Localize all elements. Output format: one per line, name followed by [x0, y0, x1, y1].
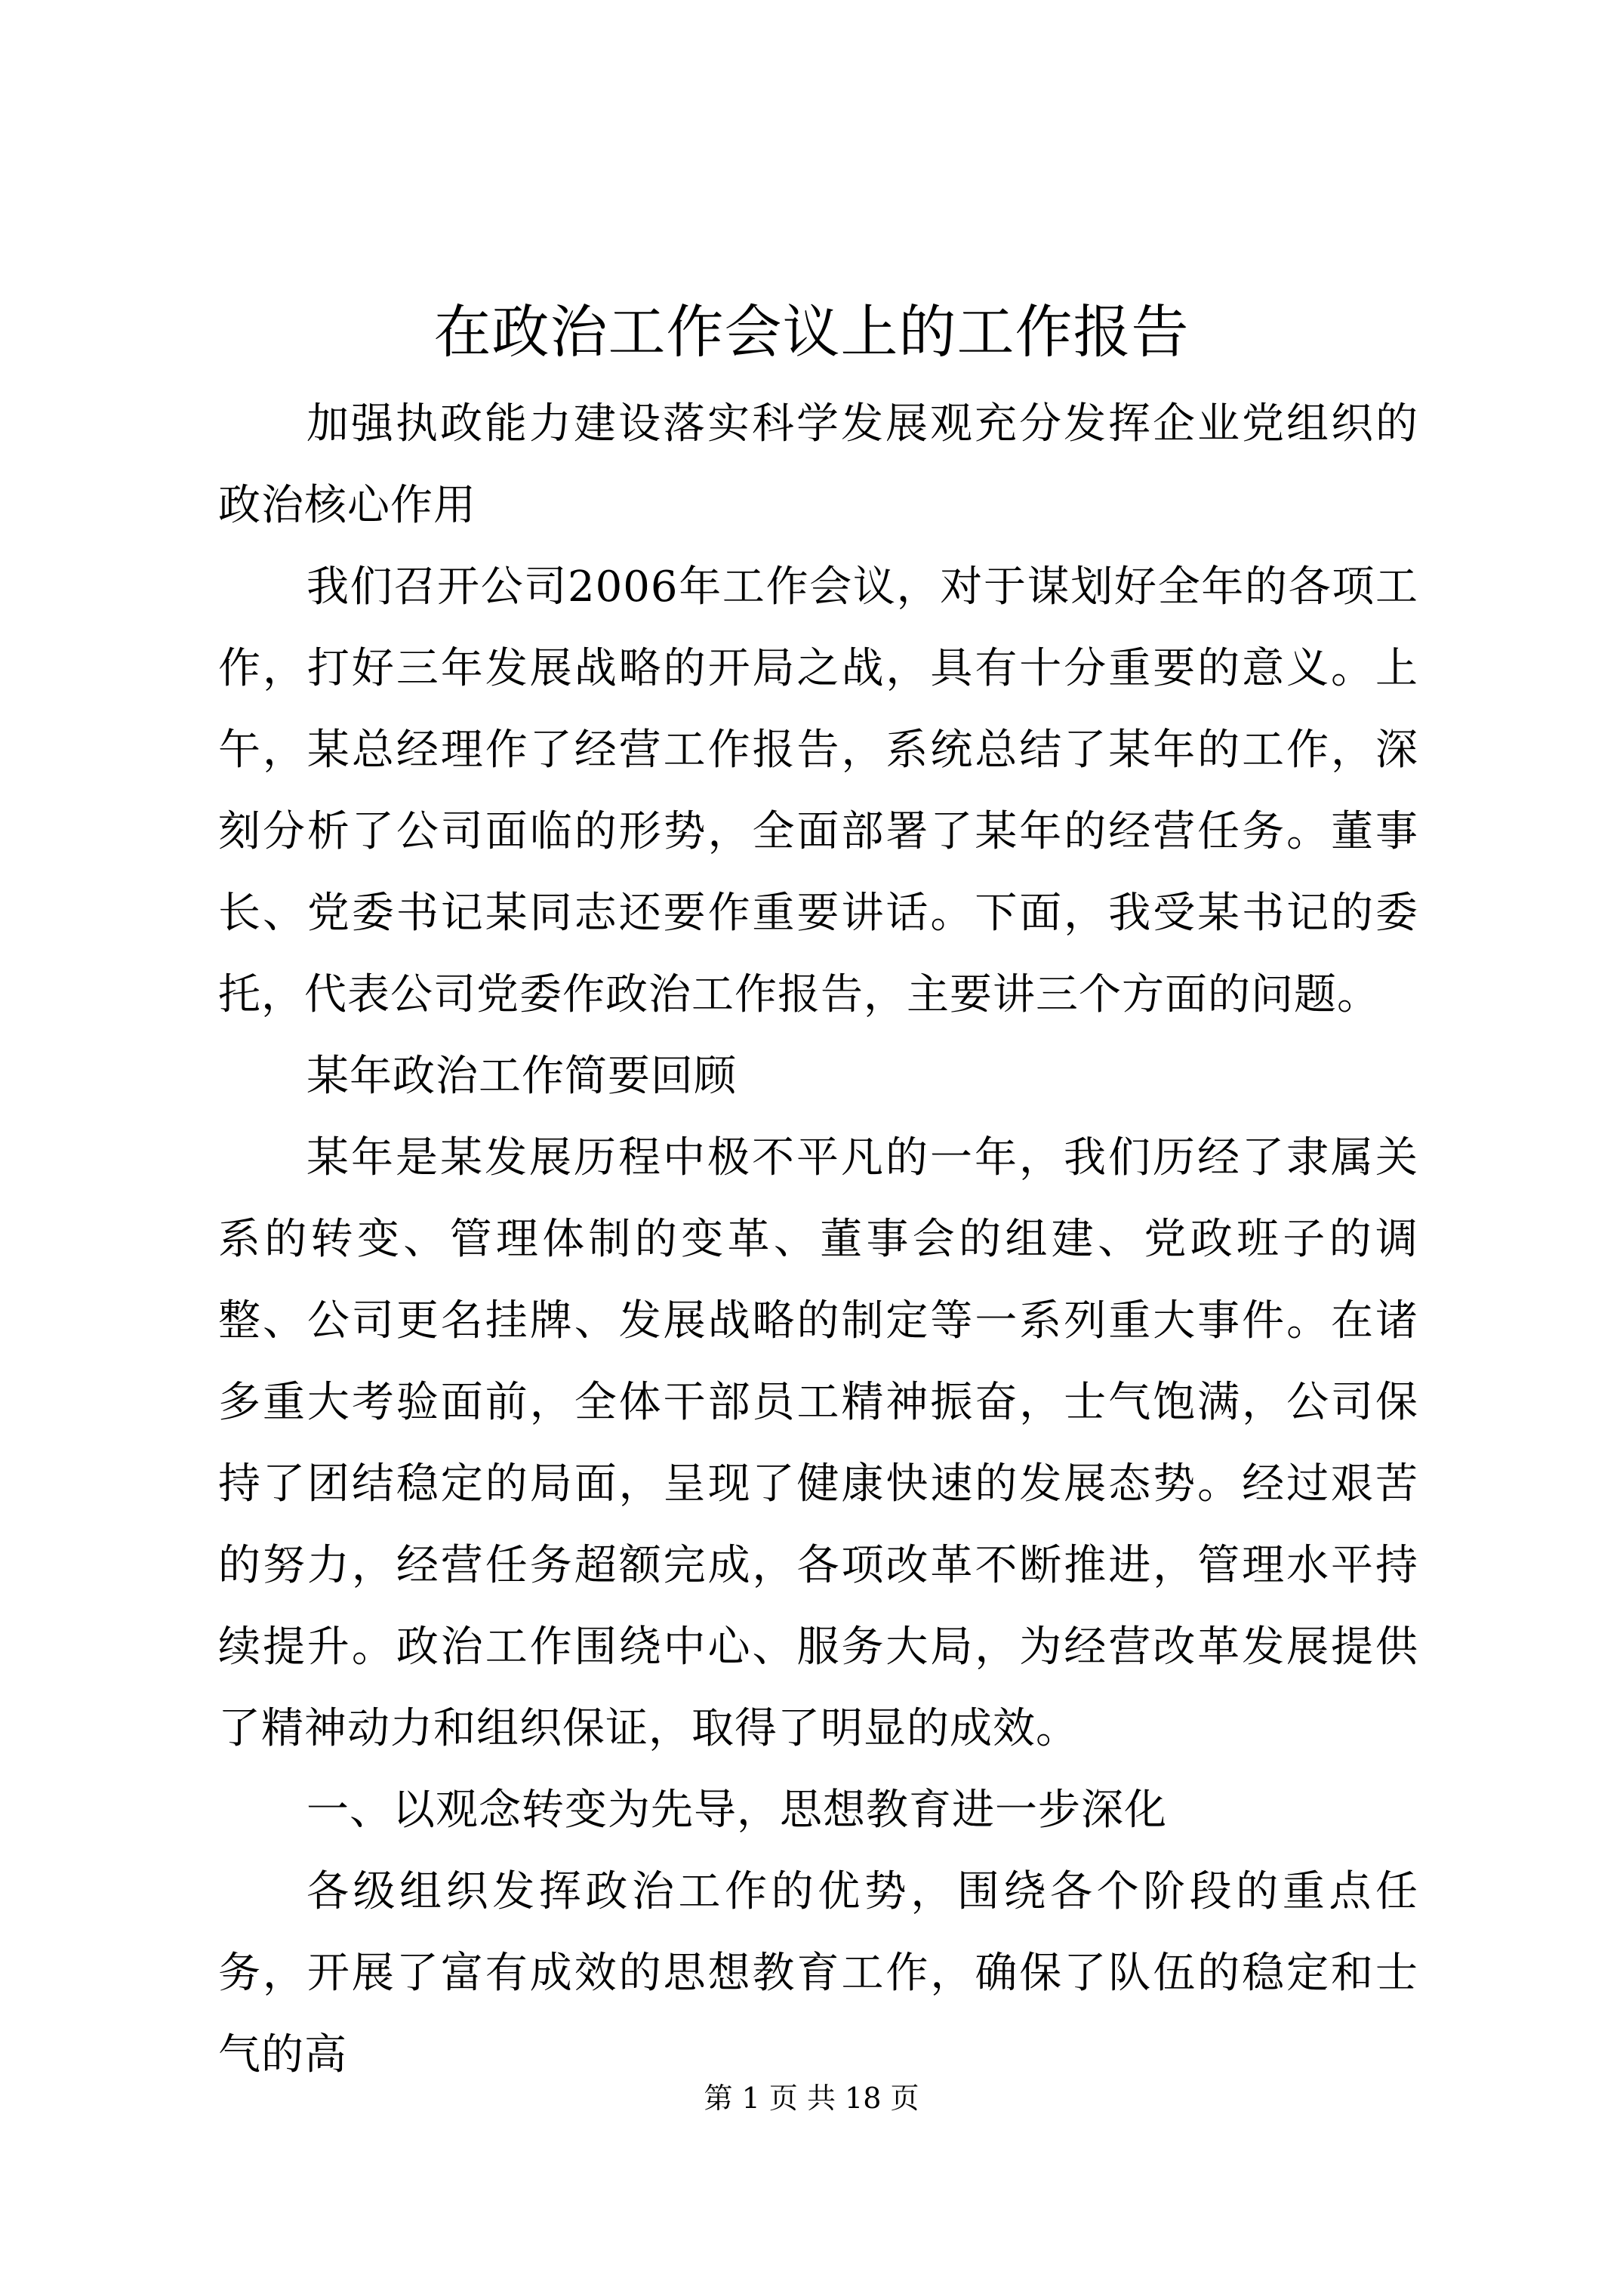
page-number-footer: 第 1 页 共 18 页: [704, 2082, 919, 2115]
document-title: 在政治工作会议上的工作报告: [433, 298, 1190, 365]
subsection-heading: 一、以观念转变为先导，思想教育进一步深化: [306, 1786, 1167, 1835]
body-paragraph: 我们召开公司2006年工作会议，对于谋划好全年的各项工作，打好三年发展战略的开局之战，具有十分重要的意义。上午，某总经理作了经营工作报告，系统总结了某年的工作，深刻分析了公司面临的形势，全面部署了某年的经营任务。董事长、党委书记某同志还要作重要讲话。下面，我受某书记的委托，代表公司党委作政治工作报告，主要讲三个方面的问题。: [218, 562, 1418, 1019]
subtitle-paragraph: 加强执政能力建设落实科学发展观充分发挥企业党组织的政治核心作用: [218, 399, 1418, 530]
body-paragraph: 各级组织发挥政治工作的优势，围绕各个阶段的重点任务，开展了富有成效的思想教育工作，确保了队伍的稳定和士气的高: [218, 1867, 1418, 2079]
section-heading: 某年政治工作简要回顾: [306, 1052, 737, 1101]
document-body: [218, 384, 1418, 2096]
body-paragraph: 某年是某发展历程中极不平凡的一年，我们历经了隶属关系的转变、管理体制的变革、董事会的组建、党政班子的调整、公司更名挂牌、发展战略的制定等一系列重大事件。在诸多重大考验面前，全体干部员工精神振奋，士气饱满，公司保持了团结稳定的局面，呈现了健康快速的发展态势。经过艰苦的努力，经营任务超额完成，各项改革不断推进，管理水平持续提升。政治工作围绕中心、服务大局，为经营改革发展提供了精神动力和组织保证，取得了明显的成效。: [218, 1133, 1418, 1753]
